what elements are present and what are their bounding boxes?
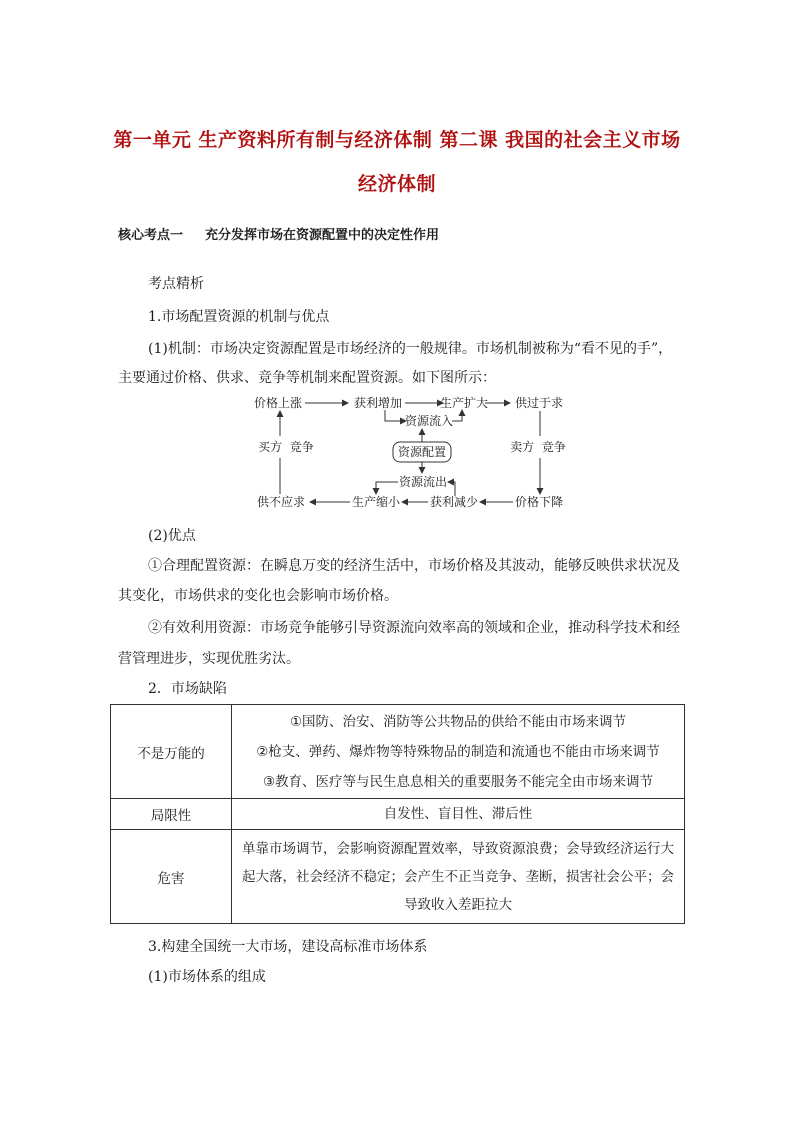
point3-sub: (1)市场体系的组成 [148, 969, 266, 985]
section-title: 充分发挥市场在资源配置中的决定性作用 [205, 228, 440, 243]
row-line: 自发性、盲目性、滞后性 [383, 806, 533, 822]
arrow-profit-down-to-resources-out [448, 482, 455, 496]
node-profit-up: 获利增加 [353, 396, 403, 410]
section-heading [118, 224, 439, 243]
table-row [111, 830, 685, 924]
label-buyer-competition: 买方 竞争 [258, 440, 314, 454]
node-production-shrink: 生产缩小 [351, 495, 401, 509]
label-seller-competition: 卖方 竞争 [510, 440, 566, 454]
node-profit-down: 获利减少 [429, 495, 479, 509]
title-line-1: 第一单元 生产资料所有制与经济体制 第二课 我国的社会主义市场 [113, 129, 681, 151]
row-line: ①国防、治安、消防等公共物品的供给不能由市场来调节 [289, 713, 627, 730]
point3-heading: 3.构建全国统一大市场，建设高标准市场体系 [148, 939, 428, 955]
point2-heading: 2．市场缺陷 [148, 681, 227, 697]
advantages-heading: (2)优点 [148, 528, 196, 544]
node-price-up: 价格上涨 [253, 396, 303, 410]
row-label: 危害 [111, 830, 232, 924]
node-production-expand: 生产扩大 [439, 396, 489, 410]
row-label: 不是万能的 [111, 705, 232, 799]
row-line: 导致收入差距拉大 [404, 896, 512, 913]
table-row [111, 799, 685, 830]
node-demand-exceeds: 供不应求 [256, 495, 306, 509]
advantage-1-line-2: 其变化，市场供求的变化也会影响市场价格。 [118, 588, 398, 604]
point1-heading: 1.市场配置资源的机制与优点 [148, 309, 330, 325]
mechanism-line-2: 主要通过价格、供求、竞争等机制来配置资源。如下图所示： [118, 370, 496, 386]
row-line: ②枪支、弹药、爆炸物等特殊物品的制造和流通也不能由市场来调节 [256, 743, 660, 760]
table-row [111, 705, 685, 799]
title-line-2: 经济体制 [357, 173, 436, 195]
node-resource-allocation: 资源配置 [397, 445, 447, 459]
advantage-2-line-1: ②有效利用资源：市场竞争能够引导资源流向效率高的领域和企业，推动科学技术和经 [148, 620, 680, 636]
row-content [232, 830, 685, 924]
row-line: 起大落，社会经济不稳定；会产生不正当竞争、垄断，损害社会公平；会 [242, 868, 674, 885]
node-resources-in: 资源流入 [404, 414, 454, 428]
advantage-1-line-1: ①合理配置资源：在瞬息万变的经济生活中，市场价格及其波动，能够反映供求状况及 [148, 558, 680, 574]
arrow-profit-up-to-resources-in [385, 410, 406, 421]
arrow-resources-out-to-shrink [376, 482, 398, 494]
node-supply-exceeds: 供过于求 [514, 396, 564, 410]
section-label: 核心考点一 [118, 228, 184, 243]
row-line: ③教育、医疗等与民生息息相关的重要服务不能完全由市场来调节 [262, 773, 654, 790]
market-defects-table [110, 704, 685, 924]
row-line: 单靠市场调节，会影响资源配置效率，导致资源浪费；会导致经济运行大 [242, 840, 674, 857]
analysis-label: 考点精析 [148, 276, 204, 292]
row-content [232, 799, 685, 830]
node-resources-out: 资源流出 [398, 475, 448, 489]
row-label: 局限性 [111, 799, 232, 830]
node-price-down: 价格下降 [514, 495, 564, 509]
advantage-2-line-2: 营管理进步，实现优胜劣汰。 [118, 651, 300, 667]
mechanism-line-1: (1)机制：市场决定资源配置是市场经济的一般规律。市场机制被称为“看不见的手”， [148, 341, 673, 357]
document-title [100, 118, 694, 206]
arrow-resources-in-to-expand [452, 410, 462, 421]
market-mechanism-diagram [240, 388, 580, 513]
row-content [232, 705, 685, 799]
